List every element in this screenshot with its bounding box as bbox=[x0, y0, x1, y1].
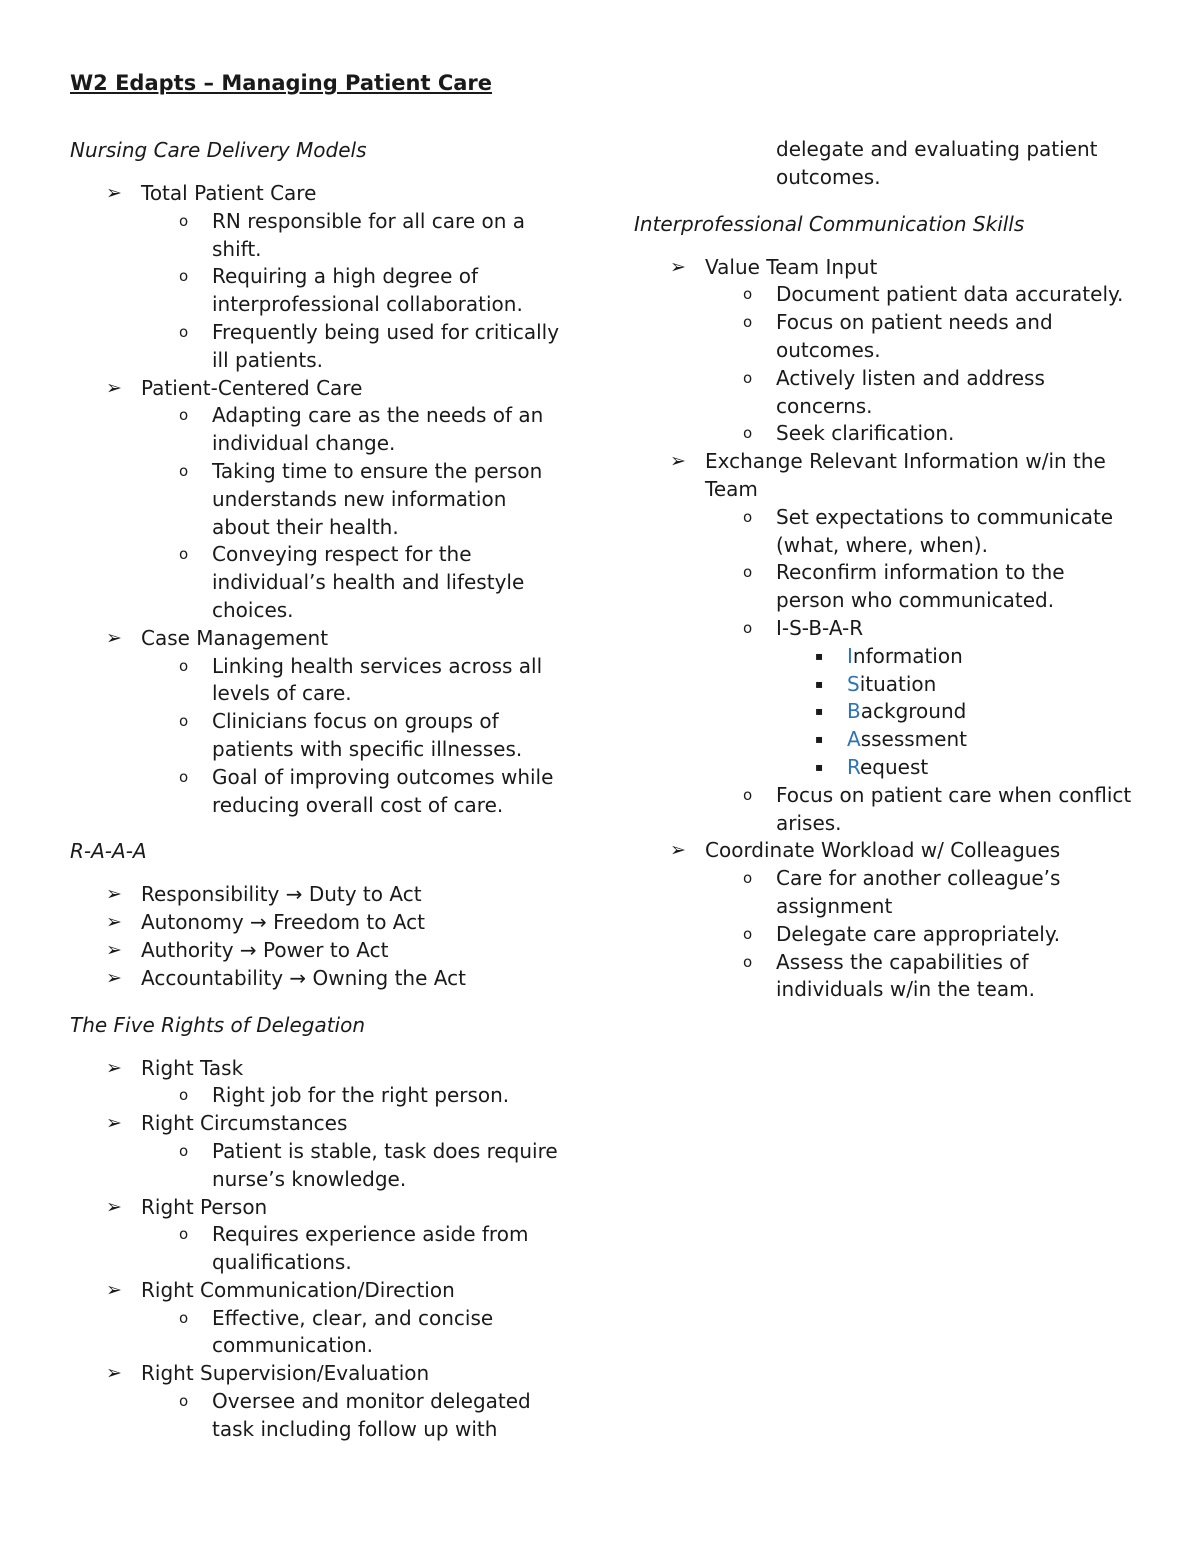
isbar-item: ▪ Assessment bbox=[634, 726, 1134, 754]
isbar-initial: B bbox=[847, 699, 861, 724]
sub-list-item: o Care for another colleague’s assignment bbox=[743, 866, 1061, 918]
circle-bullet-icon: o bbox=[179, 1308, 189, 1327]
sub-list-item: o RN responsible for all care on a shift. bbox=[179, 208, 526, 261]
circle-bullet-icon: o bbox=[179, 322, 189, 341]
sub-list-item: o Requiring a high degree of interprofessional collaboration. bbox=[179, 264, 523, 317]
isbar-initial: I bbox=[847, 643, 853, 668]
sub-list-item: o Reconfirm information to the person who communicated. bbox=[743, 560, 1065, 613]
list-item: ➢ Autonomy → Freedom to Act bbox=[70, 909, 570, 937]
circle-bullet-icon: o bbox=[743, 507, 753, 526]
circle-bullet-icon: o bbox=[179, 767, 189, 786]
list-item: ➢ Accountability → Owning the Act bbox=[70, 965, 570, 993]
circle-bullet-icon: o bbox=[179, 545, 189, 564]
sub-list-item: o Patient is stable, task does require nurse’s knowledge. bbox=[179, 1138, 558, 1191]
isbar-item: ▪ Request bbox=[634, 754, 1134, 782]
list-item: ➢ Coordinate Workload w/ Colleagues bbox=[634, 837, 1134, 865]
sub-list-item: o Assess the capabilities of individuals w/in the team. bbox=[743, 949, 1035, 1002]
circle-bullet-icon: o bbox=[743, 785, 753, 804]
isbar-item: ▪ Situation bbox=[634, 671, 1134, 699]
arrow-bullet-icon: ➢ bbox=[106, 1112, 122, 1135]
left-column bbox=[70, 136, 570, 1444]
arrow-bullet-icon: ➢ bbox=[106, 1278, 122, 1301]
sub-list-item: o Oversee and monitor delegated task including follow up with bbox=[179, 1389, 531, 1441]
sub-list-item: o Frequently being used for critically ill patients. bbox=[179, 319, 560, 372]
sub-list-item: o Goal of improving outcomes while reducing overall cost of care. bbox=[179, 764, 554, 817]
sub-list-item: o Delegate care appropriately. bbox=[634, 921, 1134, 949]
square-bullet-icon: ▪ bbox=[815, 648, 824, 663]
section-heading-five-rights: The Five Rights of Delegation bbox=[70, 1012, 366, 1037]
sub-list-item: o Focus on patient care when conflict arises. bbox=[743, 782, 1132, 835]
sub-list-item: o Actively listen and address concerns. bbox=[743, 365, 1045, 418]
sub-list-item: o Set expectations to communicate (what, where, when). bbox=[743, 504, 1114, 557]
circle-bullet-icon: o bbox=[743, 424, 753, 443]
sub-list-item: o Requires experience aside from qualifications. bbox=[179, 1222, 529, 1275]
arrow-bullet-icon: ➢ bbox=[106, 626, 122, 649]
sub-list-item: o Clinicians focus on groups of patients with specific illnesses. bbox=[179, 709, 523, 761]
list-item: ➢ Right Supervision/Evaluation bbox=[70, 1360, 570, 1388]
sub-list-item: o Seek clarification. bbox=[634, 420, 1134, 448]
circle-bullet-icon: o bbox=[179, 712, 189, 731]
sub-list-item: o Effective, clear, and concise communication. bbox=[179, 1305, 494, 1358]
arrow-bullet-icon: ➢ bbox=[106, 1362, 122, 1385]
list-item: ➢ Case Management bbox=[70, 625, 570, 653]
five-rights-list bbox=[70, 1055, 570, 1444]
list-item: ➢ Right Person bbox=[70, 1194, 570, 1222]
circle-bullet-icon: o bbox=[743, 313, 753, 332]
arrow-bullet-icon: ➢ bbox=[106, 911, 122, 934]
communication-list bbox=[634, 254, 1134, 1005]
circle-bullet-icon: o bbox=[179, 267, 189, 286]
isbar-item: ▪ Information bbox=[634, 643, 1134, 671]
circle-bullet-icon: o bbox=[743, 869, 753, 888]
isbar-initial: A bbox=[847, 727, 861, 752]
arrow-bullet-icon: ➢ bbox=[106, 966, 122, 989]
section-heading-raaa: R-A-A-A bbox=[70, 839, 147, 864]
circle-bullet-icon: o bbox=[179, 1141, 189, 1160]
arrow-bullet-icon: ➢ bbox=[670, 450, 686, 473]
page-title: W2 Edapts – Managing Patient Care bbox=[70, 71, 492, 95]
list-item: ➢ Patient-Centered Care bbox=[70, 375, 570, 403]
circle-bullet-icon: o bbox=[179, 1086, 189, 1105]
list-item: ➢ Value Team Input bbox=[634, 254, 1134, 282]
circle-bullet-icon: o bbox=[179, 461, 189, 480]
circle-bullet-icon: o bbox=[743, 924, 753, 943]
sub-list-item: o I-S-B-A-R bbox=[634, 615, 1134, 643]
square-bullet-icon: ▪ bbox=[815, 676, 824, 691]
arrow-bullet-icon: ➢ bbox=[670, 255, 686, 278]
isbar-item: ▪ Background bbox=[634, 698, 1134, 726]
list-item: ➢ Responsibility → Duty to Act bbox=[70, 881, 570, 909]
arrow-bullet-icon: ➢ bbox=[106, 1056, 122, 1079]
circle-bullet-icon: o bbox=[743, 618, 753, 637]
square-bullet-icon: ▪ bbox=[815, 732, 824, 747]
care-models-list bbox=[70, 180, 570, 819]
circle-bullet-icon: o bbox=[179, 1392, 189, 1411]
isbar-initial: R bbox=[847, 754, 860, 779]
arrow-bullet-icon: ➢ bbox=[106, 883, 122, 906]
sub-list-item: o Taking time to ensure the person understands new information about their health. bbox=[179, 458, 543, 539]
list-item: ➢ Total Patient Care bbox=[70, 180, 570, 208]
circle-bullet-icon: o bbox=[179, 406, 189, 425]
sub-list-item: o Document patient data accurately. bbox=[634, 281, 1134, 309]
continued-text: delegate and evaluating patient outcomes. bbox=[776, 137, 1098, 189]
sub-list-item: o Focus on patient needs and outcomes. bbox=[743, 310, 1053, 362]
raaa-list bbox=[70, 881, 570, 992]
sub-list-item: o Conveying respect for the individual’s health and lifestyle choices. bbox=[179, 542, 525, 622]
list-item: ➢ Right Circumstances bbox=[70, 1110, 570, 1138]
circle-bullet-icon: o bbox=[179, 656, 189, 675]
square-bullet-icon: ▪ bbox=[815, 759, 824, 774]
circle-bullet-icon: o bbox=[743, 368, 753, 387]
arrow-bullet-icon: ➢ bbox=[106, 182, 122, 204]
sub-list-item: o Right job for the right person. bbox=[70, 1082, 570, 1110]
arrow-bullet-icon: ➢ bbox=[106, 376, 122, 399]
circle-bullet-icon: o bbox=[179, 1225, 189, 1244]
circle-bullet-icon: o bbox=[743, 563, 753, 582]
circle-bullet-icon: o bbox=[179, 211, 189, 230]
section-heading-care-models: Nursing Care Delivery Models bbox=[70, 138, 367, 162]
list-item: ➢ Right Communication/Direction bbox=[70, 1277, 570, 1305]
list-item: ➢ Exchange Relevant Information w/in the Team bbox=[670, 449, 1106, 501]
section-heading-communication: Interprofessional Communication Skills bbox=[634, 211, 1025, 236]
circle-bullet-icon: o bbox=[743, 952, 753, 971]
arrow-bullet-icon: ➢ bbox=[670, 839, 686, 862]
sub-list-item: o Adapting care as the needs of an individual change. bbox=[179, 403, 544, 456]
circle-bullet-icon: o bbox=[743, 285, 753, 304]
isbar-initial: S bbox=[847, 671, 860, 696]
right-column bbox=[634, 136, 1134, 1004]
arrow-bullet-icon: ➢ bbox=[106, 938, 122, 961]
square-bullet-icon: ▪ bbox=[815, 704, 824, 719]
list-item: ➢ Authority → Power to Act bbox=[70, 937, 570, 965]
sub-list-item: o Linking health services across all levels of care. bbox=[179, 653, 543, 706]
arrow-bullet-icon: ➢ bbox=[106, 1195, 122, 1218]
list-item: ➢ Right Task bbox=[70, 1055, 570, 1083]
